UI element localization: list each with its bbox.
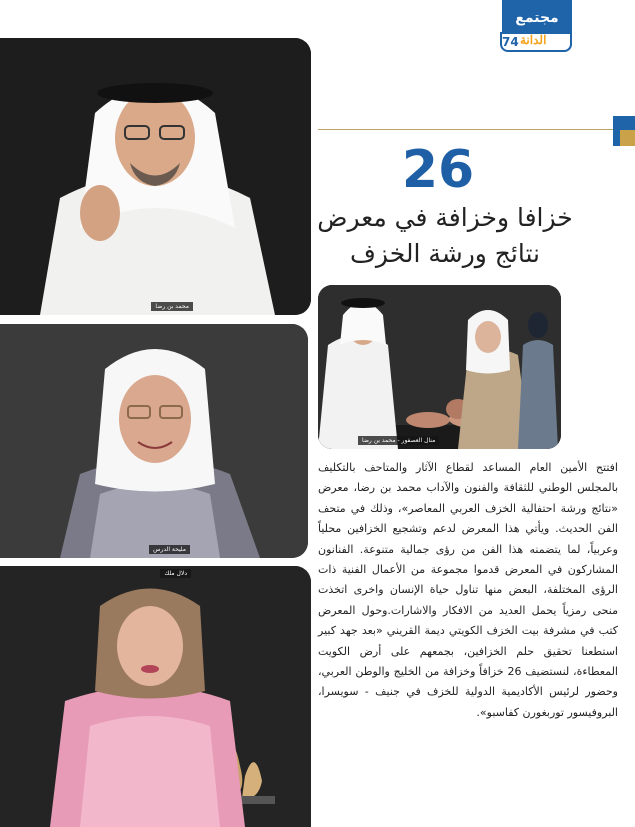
photo3-caption: دلال ملك: [160, 569, 191, 578]
rule-tab-gold: [620, 130, 635, 146]
section-label: مجتمع: [515, 10, 559, 26]
photo-portrait-man: [0, 38, 311, 315]
photo1-caption: محمد بن رضا: [151, 302, 193, 311]
photo-illustration: [0, 324, 308, 558]
photo-illustration: [0, 38, 311, 315]
photo4-caption: منال العصفور - محمد بن رضا: [358, 436, 439, 445]
page-number: 74: [502, 35, 519, 49]
article-body: افتتح الأمين العام المساعد لقطاع الآثار والمتاحف بالتكليف بالمجلس الوطني للثقافة والفنون والآداب محمد بن رضا، معرض «نتائج ورشة احتفالية الخزف العربي المعاصر»، وذلك في متحف الفن الحديث. ويأتي هذا المعرض لدعم وتشجيع الخزافين محلياً وعربياً، لما يتضمنه هذا الفن من رؤى جمالية متنوعة. الفنانون المشاركون في المعرض قدموا مجموعة من الأعمال الفنية ذات الرؤى المختلفة، البعض منها تناول حياة الإنسان واخرى اتخذت منحى رمزياً يحمل العديد من الافكار والاشارات.وحول المعرض كتب في مشرفة بيت الخزف الكويتي ديمة القريني «بعد جهد كبير استطعنا تحقيق حلم الخزافين، بجمعهم على أرض الكويت المعطاءة، لنستضيف 26 خزافاً وخزافة من الخليج والوطن العربي، وحضور لرئيس الأكاديمية الدولية للخزف في جنيف - سويسرا، البروفيسور توربغورن كفاسبو».: [318, 461, 618, 719]
magazine-logo: الدانة: [520, 33, 547, 47]
photo-illustration: [318, 285, 561, 449]
photo-portrait-woman-2: [0, 566, 311, 827]
photo-portrait-woman-1: [0, 324, 308, 558]
headline: [300, 200, 590, 272]
headline-line-1: خزافا وخزافة في معرض: [317, 203, 573, 232]
photo-exhibition-scene: [318, 285, 561, 449]
headline-number: 26: [401, 140, 475, 200]
photo-illustration: [0, 566, 311, 827]
header-rule: [318, 129, 613, 130]
headline-line-2: نتائج ورشة الخزف: [349, 239, 540, 268]
photo2-caption: مليحة الدرس: [149, 545, 190, 554]
